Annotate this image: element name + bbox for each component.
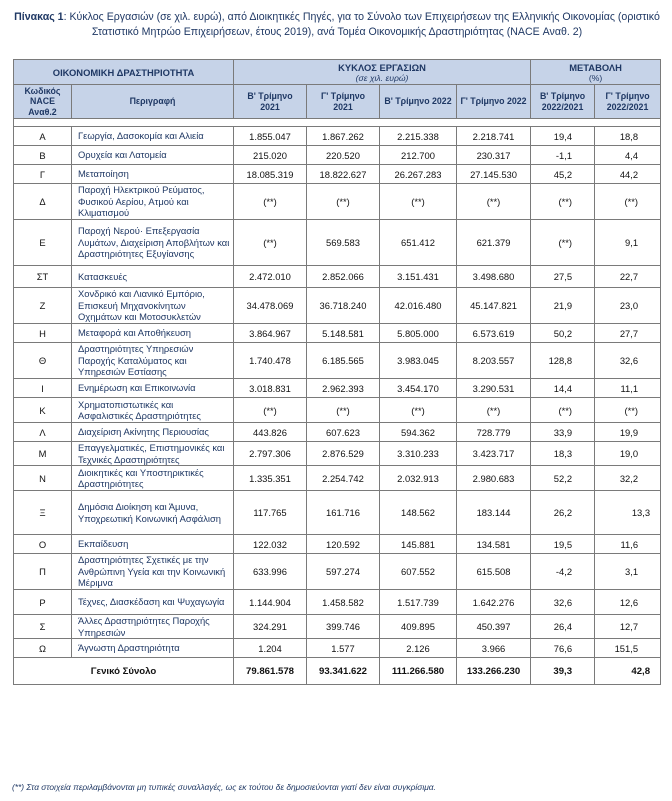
- total-q2-2021: 79.861.578: [234, 658, 307, 685]
- row-code: Ο: [14, 535, 72, 554]
- row-code: ΣΤ: [14, 266, 72, 288]
- table-row: [14, 442, 661, 466]
- row-code: Δ: [14, 184, 72, 220]
- row-q2-2022: 42.016.480: [380, 288, 457, 324]
- header-change-unit: (%): [588, 72, 603, 83]
- table-row: [14, 423, 661, 442]
- row-q3-2022: 45.147.821: [457, 288, 531, 324]
- row-change-q2: 45,2: [531, 165, 595, 184]
- row-description: Διαχείριση Ακίνητης Περιουσίας: [72, 423, 234, 442]
- header-change-q3: Γ' Τρίμηνο 2022/2021: [595, 85, 661, 119]
- row-q2-2022: 3.310.233: [380, 442, 457, 466]
- row-q3-2022: 134.581: [457, 535, 531, 554]
- table-row: [14, 398, 661, 423]
- row-change-q2: (**): [531, 184, 595, 220]
- row-q3-2021: 18.822.627: [307, 165, 380, 184]
- row-q3-2021: 2.876.529: [307, 442, 380, 466]
- row-code: Β: [14, 146, 72, 165]
- row-q3-2022: 183.144: [457, 491, 531, 535]
- row-description: Χονδρικό και Λιανικό Εμπόριο, Επισκευή Μηχανοκίνητων Οχημάτων και Μοτοσυκλετών: [72, 288, 234, 324]
- row-change-q3: 11,6: [595, 535, 661, 554]
- row-code: Κ: [14, 398, 72, 423]
- row-q3-2021: 220.520: [307, 146, 380, 165]
- row-q2-2021: 122.032: [234, 535, 307, 554]
- row-change-q3: 12,6: [595, 590, 661, 615]
- total-q2-2022: 111.266.580: [380, 658, 457, 685]
- row-description: Δημόσια Διοίκηση και Άμυνα, Υποχρεωτική Κοινωνική Ασφάλιση: [72, 491, 234, 535]
- row-change-q2: 21,9: [531, 288, 595, 324]
- table-row: [14, 324, 661, 343]
- row-change-q3: 19,0: [595, 442, 661, 466]
- row-q2-2021: (**): [234, 220, 307, 266]
- row-description: Τέχνες, Διασκέδαση και Ψυχαγωγία: [72, 590, 234, 615]
- row-q2-2021: 34.478.069: [234, 288, 307, 324]
- row-change-q3: 22,7: [595, 266, 661, 288]
- row-description: Κατασκευές: [72, 266, 234, 288]
- row-code: Ρ: [14, 590, 72, 615]
- row-q2-2021: 1.740.478: [234, 343, 307, 379]
- row-q3-2021: 1.867.262: [307, 127, 380, 146]
- row-description: Γεωργία, Δασοκομία και Αλιεία: [72, 127, 234, 146]
- header-code: Κωδικός NACE Αναθ.2: [14, 85, 72, 119]
- row-change-q2: 19,4: [531, 127, 595, 146]
- row-q2-2021: 18.085.319: [234, 165, 307, 184]
- header-turnover-unit: (σε χιλ. ευρώ): [355, 72, 409, 83]
- table-row: [14, 590, 661, 615]
- row-change-q2: 14,4: [531, 379, 595, 398]
- row-q2-2022: 212.700: [380, 146, 457, 165]
- row-code: Ξ: [14, 491, 72, 535]
- table-body: [14, 127, 661, 658]
- row-q2-2022: (**): [380, 398, 457, 423]
- table-row: [14, 379, 661, 398]
- row-q3-2022: 6.573.619: [457, 324, 531, 343]
- header-description: Περιγραφή: [72, 85, 234, 119]
- row-q3-2021: 607.623: [307, 423, 380, 442]
- caption-text: : Κύκλος Εργασιών (σε χιλ. ευρώ), από Διοικητικές Πηγές, για το Σύνολο των Επιχειρήσεων της Ελληνικής Οικονομίας (οριστικό Στατιστικό Μητρώο Επιχειρήσεων, έτους 2019), ανά Τομέα Οικονομικής Δραστηριότητας (NACE Αναθ. 2): [63, 11, 660, 38]
- row-q3-2022: 1.642.276: [457, 590, 531, 615]
- row-q3-2021: 569.583: [307, 220, 380, 266]
- row-description: Χρηματοπιστωτικές και Ασφαλιστικές Δραστηριότητες: [72, 398, 234, 423]
- row-code: Ι: [14, 379, 72, 398]
- total-q3-2021: 93.341.622: [307, 658, 380, 685]
- row-change-q3: 27,7: [595, 324, 661, 343]
- row-q3-2022: 450.397: [457, 615, 531, 639]
- row-code: Μ: [14, 442, 72, 466]
- row-q3-2021: 6.185.565: [307, 343, 380, 379]
- row-description: Δραστηριότητες Σχετικές με την Ανθρώπινη Υγεία και την Κοινωνική Μέριμνα: [72, 554, 234, 590]
- row-q2-2022: 607.552: [380, 554, 457, 590]
- header-change: [531, 60, 661, 85]
- row-code: Ω: [14, 639, 72, 658]
- row-q2-2021: 1.335.351: [234, 466, 307, 491]
- row-change-q2: (**): [531, 220, 595, 266]
- table-row: [14, 466, 661, 491]
- row-q2-2022: 26.267.283: [380, 165, 457, 184]
- row-q2-2022: 2.215.338: [380, 127, 457, 146]
- row-q3-2021: 2.254.742: [307, 466, 380, 491]
- row-change-q3: 13,3: [595, 491, 661, 535]
- row-q2-2022: 2.126: [380, 639, 457, 658]
- row-q3-2022: 27.145.530: [457, 165, 531, 184]
- row-code: Γ: [14, 165, 72, 184]
- row-change-q2: -1,1: [531, 146, 595, 165]
- row-change-q3: 19,9: [595, 423, 661, 442]
- row-code: Α: [14, 127, 72, 146]
- row-q3-2022: 621.379: [457, 220, 531, 266]
- row-q3-2022: 2.980.683: [457, 466, 531, 491]
- row-q2-2022: 409.895: [380, 615, 457, 639]
- row-change-q3: 11,1: [595, 379, 661, 398]
- row-q3-2021: (**): [307, 398, 380, 423]
- total-change-q2: 39,3: [531, 658, 595, 685]
- row-code: Σ: [14, 615, 72, 639]
- row-q2-2021: 633.996: [234, 554, 307, 590]
- row-q2-2021: 215.020: [234, 146, 307, 165]
- row-change-q3: 32,6: [595, 343, 661, 379]
- row-change-q3: (**): [595, 398, 661, 423]
- row-change-q2: (**): [531, 398, 595, 423]
- row-code: Ν: [14, 466, 72, 491]
- table-row: [14, 127, 661, 146]
- row-change-q3: 23,0: [595, 288, 661, 324]
- row-q2-2022: 651.412: [380, 220, 457, 266]
- row-q2-2021: 1.204: [234, 639, 307, 658]
- row-description: Επαγγελματικές, Επιστημονικές και Τεχνικές Δραστηριότητες: [72, 442, 234, 466]
- row-q2-2021: 2.797.306: [234, 442, 307, 466]
- row-change-q2: 128,8: [531, 343, 595, 379]
- row-change-q3: 4,4: [595, 146, 661, 165]
- table-row: [14, 615, 661, 639]
- row-q2-2021: 324.291: [234, 615, 307, 639]
- row-q3-2021: 399.746: [307, 615, 380, 639]
- header-turnover: [234, 60, 531, 85]
- row-description: Ορυχεία και Λατομεία: [72, 146, 234, 165]
- row-q3-2021: 36.718.240: [307, 288, 380, 324]
- row-q2-2022: 145.881: [380, 535, 457, 554]
- table-row: [14, 491, 661, 535]
- row-q2-2022: (**): [380, 184, 457, 220]
- row-q2-2022: 5.805.000: [380, 324, 457, 343]
- row-change-q2: 19,5: [531, 535, 595, 554]
- total-label: Γενικό Σύνολο: [14, 658, 234, 685]
- row-code: Λ: [14, 423, 72, 442]
- row-q2-2022: 1.517.739: [380, 590, 457, 615]
- table-row: [14, 343, 661, 379]
- row-q3-2021: 120.592: [307, 535, 380, 554]
- row-q3-2022: 2.218.741: [457, 127, 531, 146]
- row-q3-2022: 230.317: [457, 146, 531, 165]
- row-change-q3: 12,7: [595, 615, 661, 639]
- row-description: Παροχή Ηλεκτρικού Ρεύματος, Φυσικού Αερίου, Ατμού και Κλιματισμού: [72, 184, 234, 220]
- row-change-q2: 52,2: [531, 466, 595, 491]
- table-row: [14, 146, 661, 165]
- row-q2-2022: 594.362: [380, 423, 457, 442]
- header-change-q2: Β' Τρίμηνο 2022/2021: [531, 85, 595, 119]
- row-description: Δραστηριότητες Υπηρεσιών Παροχής Καταλύματος και Υπηρεσιών Εστίασης: [72, 343, 234, 379]
- table-row: [14, 184, 661, 220]
- row-q2-2021: (**): [234, 398, 307, 423]
- row-q3-2021: 1.577: [307, 639, 380, 658]
- header-q3-2022: Γ' Τρίμηνο 2022: [457, 85, 531, 119]
- row-change-q3: 9,1: [595, 220, 661, 266]
- row-q3-2021: 1.458.582: [307, 590, 380, 615]
- row-change-q3: 44,2: [595, 165, 661, 184]
- row-q3-2021: 2.962.393: [307, 379, 380, 398]
- row-change-q3: 32,2: [595, 466, 661, 491]
- total-row: [14, 658, 661, 685]
- row-code: Ε: [14, 220, 72, 266]
- row-q3-2022: 3.290.531: [457, 379, 531, 398]
- row-q2-2022: 2.032.913: [380, 466, 457, 491]
- row-change-q2: 33,9: [531, 423, 595, 442]
- table-row: [14, 639, 661, 658]
- row-description: Μεταφορά και Αποθήκευση: [72, 324, 234, 343]
- table-row: [14, 288, 661, 324]
- row-code: Π: [14, 554, 72, 590]
- table-row: [14, 165, 661, 184]
- total-q3-2022: 133.266.230: [457, 658, 531, 685]
- table-row: [14, 535, 661, 554]
- row-change-q2: 27,5: [531, 266, 595, 288]
- row-code: Η: [14, 324, 72, 343]
- total-change-q3: 42,8: [595, 658, 661, 685]
- row-change-q3: (**): [595, 184, 661, 220]
- row-description: Μεταποίηση: [72, 165, 234, 184]
- row-q2-2022: 148.562: [380, 491, 457, 535]
- row-code: Θ: [14, 343, 72, 379]
- table-row: [14, 266, 661, 288]
- row-change-q2: -4,2: [531, 554, 595, 590]
- header-q2-2021: Β' Τρίμηνο 2021: [234, 85, 307, 119]
- row-q3-2022: (**): [457, 398, 531, 423]
- header-q3-2021: Γ' Τρίμηνο 2021: [307, 85, 380, 119]
- row-q2-2022: 3.983.045: [380, 343, 457, 379]
- row-q3-2021: 2.852.066: [307, 266, 380, 288]
- header-spacer: [14, 119, 661, 127]
- row-change-q3: 18,8: [595, 127, 661, 146]
- row-q2-2021: (**): [234, 184, 307, 220]
- row-change-q2: 32,6: [531, 590, 595, 615]
- table-caption: [12, 10, 662, 40]
- table-row: [14, 220, 661, 266]
- row-q3-2021: 597.274: [307, 554, 380, 590]
- row-q2-2021: 2.472.010: [234, 266, 307, 288]
- row-change-q2: 26,2: [531, 491, 595, 535]
- row-description: Ενημέρωση και Επικοινωνία: [72, 379, 234, 398]
- row-q3-2022: (**): [457, 184, 531, 220]
- header-change-title: ΜΕΤΑΒΟΛΗ: [569, 61, 622, 73]
- row-q3-2021: (**): [307, 184, 380, 220]
- header-q2-2022: Β' Τρίμηνο 2022: [380, 85, 457, 119]
- footnote: (**) Στα στοιχεία περιλαμβάνονται μη τυπικές συναλλαγές, ως εκ τούτου δε δημοσιεύονται γιατί δεν είναι συγκρίσιμα.: [12, 782, 436, 792]
- row-q2-2022: 3.151.431: [380, 266, 457, 288]
- row-q3-2021: 161.716: [307, 491, 380, 535]
- row-q3-2022: 615.508: [457, 554, 531, 590]
- row-q3-2022: 3.498.680: [457, 266, 531, 288]
- row-description: Παροχή Νερού· Επεξεργασία Λυμάτων, Διαχείριση Αποβλήτων και Δραστηριότητες Εξυγίανσης: [72, 220, 234, 266]
- row-description: Άγνωστη Δραστηριότητα: [72, 639, 234, 658]
- table-row: [14, 554, 661, 590]
- row-change-q2: 26,4: [531, 615, 595, 639]
- row-q2-2021: 443.826: [234, 423, 307, 442]
- row-q2-2021: 3.018.831: [234, 379, 307, 398]
- row-description: Εκπαίδευση: [72, 535, 234, 554]
- caption-label: Πίνακας 1: [14, 11, 64, 23]
- row-change-q2: 18,3: [531, 442, 595, 466]
- row-q3-2022: 8.203.557: [457, 343, 531, 379]
- row-q2-2021: 117.765: [234, 491, 307, 535]
- turnover-table: [13, 59, 661, 685]
- row-q3-2022: 3.423.717: [457, 442, 531, 466]
- row-description: Άλλες Δραστηριότητες Παροχής Υπηρεσιών: [72, 615, 234, 639]
- row-q3-2022: 728.779: [457, 423, 531, 442]
- row-change-q3: 3,1: [595, 554, 661, 590]
- row-description: Διοικητικές και Υποστηρικτικές Δραστηριότητες: [72, 466, 234, 491]
- row-q2-2021: 1.144.904: [234, 590, 307, 615]
- row-q3-2022: 3.966: [457, 639, 531, 658]
- row-q3-2021: 5.148.581: [307, 324, 380, 343]
- row-change-q2: 76,6: [531, 639, 595, 658]
- row-q2-2022: 3.454.170: [380, 379, 457, 398]
- header-turnover-title: ΚΥΚΛΟΣ ΕΡΓΑΣΙΩΝ: [338, 61, 426, 73]
- header-activity: ΟΙΚΟΝΟΜΙΚΗ ΔΡΑΣΤΗΡΙΟΤΗΤΑ: [14, 60, 234, 85]
- row-q2-2021: 3.864.967: [234, 324, 307, 343]
- row-change-q3: 151,5: [595, 639, 661, 658]
- row-change-q2: 50,2: [531, 324, 595, 343]
- row-q2-2021: 1.855.047: [234, 127, 307, 146]
- row-code: Ζ: [14, 288, 72, 324]
